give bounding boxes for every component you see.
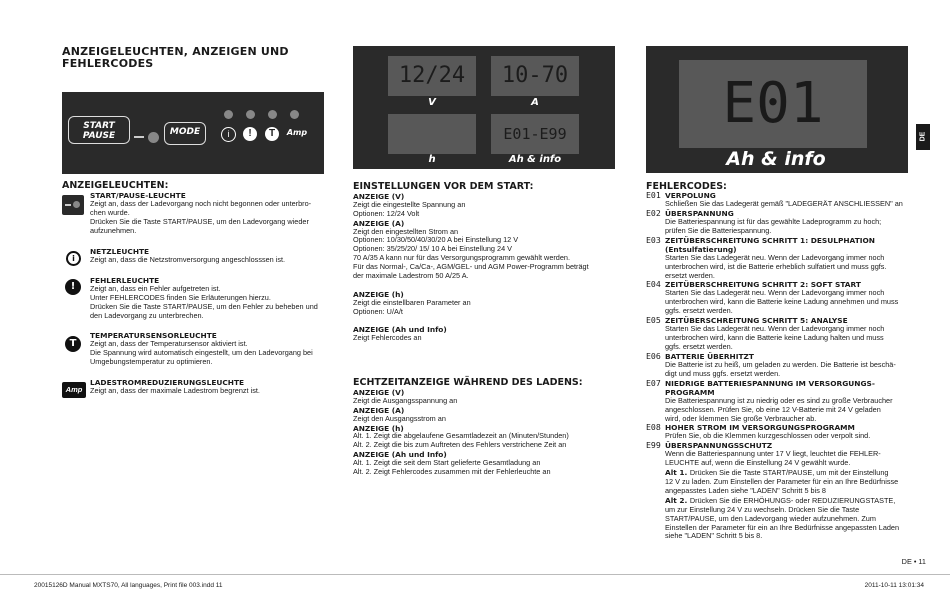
realtime-title: ECHTZEITANZEIGE WÄHREND DES LADENS: bbox=[353, 377, 583, 388]
text-line: Für das Normal-, Ca/Ca-, AGM/GEL- und AGM Power-Programm beträgt bbox=[353, 262, 589, 272]
error-code-entry bbox=[646, 423, 926, 441]
error-code-entry bbox=[646, 191, 926, 209]
error-code-text: Wenn die Batteriespannung unter 17 V liegt, leuchtet die FEHLER- LEUCHTE auf, wenn die Einstellung 24 V gewählt wurde. bbox=[665, 449, 881, 468]
error-code-title: BATTERIE ÜBERHITZT bbox=[665, 351, 754, 361]
text-line: der maximale Ladestrom 50 A/25 A. bbox=[353, 271, 469, 281]
error-code-text: Prüfen Sie, ob die Klemmen kurzgeschlossen oder verpolt sind. bbox=[665, 431, 871, 441]
text-line: Zeigt die Ausgangsspannung an bbox=[353, 395, 458, 405]
lcd-error-code: E01 bbox=[679, 60, 867, 148]
mains-power-icon: i bbox=[66, 251, 81, 266]
text-line: Zeigt die eingestellte Spannung an bbox=[353, 199, 466, 209]
temperature-sensor-icon: T bbox=[65, 336, 81, 352]
error-code-entry bbox=[646, 379, 926, 424]
alternative-paragraph bbox=[665, 468, 926, 496]
led-2 bbox=[246, 110, 255, 119]
text-line: Zeigt den eingestellten Strom an bbox=[353, 226, 459, 236]
text-line: Optionen: 12/24 Volt bbox=[353, 208, 420, 218]
amp-icon: Amp bbox=[62, 382, 86, 398]
page-heading: ANZEIGELEUCHTEN, ANZEIGEN UND FEHLERCODES bbox=[62, 45, 289, 70]
alternative-text: Drücken Sie die Taste START/PAUSE, um mit der Einstellung 12 V zu laden. Zum Einstellen der Parameter für ein an Ihre Bedürfnisse angepasstes Laden siehe "LADEN" Schritt 5 bis 8 bbox=[665, 468, 899, 495]
subheading: ANZEIGE (A) bbox=[353, 218, 405, 228]
text-line: Alt. 1. Zeigt die seit dem Start gelieferte Gesamtladung an bbox=[353, 458, 541, 468]
start-pause-button: START PAUSE bbox=[68, 116, 130, 144]
error-icon: ! bbox=[65, 279, 81, 295]
error-code: E04 bbox=[646, 279, 661, 290]
label-v: V bbox=[428, 97, 436, 108]
subheading: ANZEIGE (A) bbox=[353, 405, 405, 415]
error-display-illustration bbox=[646, 46, 908, 173]
error-alert-icon: ! bbox=[243, 127, 257, 141]
text-line: Optionen: 10/30/50/40/30/20 A bei Einstellung 12 V bbox=[353, 235, 519, 245]
item-text-ladestrom: Zeigt an, dass der maximale Ladestrom begrenzt ist. bbox=[90, 386, 260, 395]
error-codes-title: FEHLERCODES: bbox=[646, 181, 727, 192]
error-code-title: ZEITÜBERSCHREITUNG SCHRITT 2: SOFT START bbox=[665, 280, 861, 290]
item-title-temperatur: TEMPERATURSENSORLEUCHTE bbox=[90, 331, 217, 340]
start-pause-led-icon bbox=[62, 195, 84, 215]
error-code: E99 bbox=[646, 440, 661, 451]
label-ah-info: Ah & info bbox=[508, 154, 562, 165]
footer-file-info: 20015126D Manual MXTS70, All languages, Print file 003.indd 11 bbox=[34, 582, 223, 589]
settings-title: EINSTELLUNGEN VOR DEM START: bbox=[353, 181, 534, 192]
subheading: ANZEIGE (V) bbox=[353, 192, 405, 201]
text-line: Zeigt die einstellbaren Parameter an bbox=[353, 297, 471, 307]
led-3 bbox=[268, 110, 277, 119]
lcd-ah-info-label: Ah & info bbox=[726, 148, 826, 170]
item-text-start-pause: Zeigt an, dass der Ladevorgang noch nicht begonnen oder unterbro- chen wurde. Drücken Sie die Taste START/PAUSE, um den Ladevorgang wieder aufzunehmen. bbox=[90, 199, 312, 235]
text-line: Alt. 1. Zeigt die abgelaufene Gesamtladezeit an (Minuten/Stunden) bbox=[353, 431, 569, 441]
error-code-text: Die Batteriespannung ist zu niedrig oder es sind zu große Verbraucher angeschlossen. Prüfen Sie, ob eine 12 V-Batterie mit 24 V geladen wird, oder klemmen Sie große Verbraucher ab. bbox=[665, 395, 893, 423]
display-panel-illustration bbox=[353, 46, 615, 169]
error-code-title: VERPOLUNG bbox=[665, 191, 716, 200]
temperature-icon: T bbox=[265, 127, 279, 141]
power-info-icon: i bbox=[221, 127, 236, 142]
footer-rule bbox=[0, 574, 950, 575]
text-line: Optionen: 35/25/20/ 15/ 10 A bei Einstellung 24 V bbox=[353, 244, 513, 254]
error-code-title: ZEITÜBERSCHREITUNG SCHRITT 1: DESULPHATION (Entsulfatierung) bbox=[665, 235, 875, 254]
error-code: E03 bbox=[646, 234, 661, 245]
error-code-text: Starten Sie das Ladegerät neu. Wenn der Ladevorgang immer noch unterbrochen wird, ist die Batterie erheblich sulfatiert und muss ggfs. ersetzt werden. bbox=[665, 252, 887, 280]
led-1 bbox=[224, 110, 233, 119]
start-led-dash bbox=[134, 136, 144, 138]
subheading: ANZEIGE (Ah und Info) bbox=[353, 325, 447, 335]
amp-label: Amp bbox=[286, 128, 308, 137]
alternative-paragraph bbox=[665, 496, 926, 542]
control-panel-illustration bbox=[62, 92, 324, 174]
text-line: 70 A/35 A kann nur für das Versorgungsprogramm gewählt werden. bbox=[353, 253, 571, 263]
text-line: Optionen: U/A/t bbox=[353, 306, 403, 316]
error-code: E05 bbox=[646, 315, 661, 326]
text-line bbox=[353, 281, 615, 290]
error-code: E01 bbox=[646, 190, 661, 200]
mode-button: MODE bbox=[164, 122, 206, 145]
error-code-text: Die Batterie ist zu heiß, um geladen zu werden. Die Batterie ist beschä- digt und muss ggfs. ersetzt werden. bbox=[665, 359, 896, 378]
label-a: A bbox=[531, 97, 539, 108]
error-code-title: ZEITÜBERSCHREITUNG SCHRITT 5: ANALYSE bbox=[665, 316, 848, 326]
item-text-fehler: Zeigt an, dass ein Fehler aufgetreten ist. Unter FEHLERCODES finden Sie Erläuterungen hierzu. Drücken Sie die Taste START/PAUSE, um den Fehler zu beheben und den Ladevorgang zu unterbrechen. bbox=[90, 284, 318, 320]
alternative-text: Drücken Sie die ERHÖHUNGS- oder REDUZIERUNGSTASTE, um zur Einstellung 24 V zu wechseln. Drücken Sie die Taste START/PAUSE, um den Ladevorgang wieder aufzunehmen. Zum Einstellen der Parameter für ein an Ihre Bedürfnisse angepassten Laden siehe "LADEN" Schritt 5 bis 8. bbox=[665, 495, 900, 541]
subheading: ANZEIGE (V) bbox=[353, 388, 405, 397]
error-code-entry bbox=[646, 352, 926, 379]
error-code: E02 bbox=[646, 207, 661, 218]
item-title-fehler: FEHLERLEUCHTE bbox=[90, 276, 160, 285]
lcd-ah-info: E01-E99 bbox=[491, 114, 579, 154]
item-title-start-pause: START/PAUSE-LEUCHTE bbox=[90, 191, 186, 200]
text-line: Alt. 2. Zeigt die bis zum Auftreten des Fehlers verstrichene Zeit an bbox=[353, 440, 567, 450]
error-code: E07 bbox=[646, 377, 661, 388]
item-title-ladestrom: LADESTROMREDUZIERUNGSLEUCHTE bbox=[90, 378, 245, 387]
error-code-text: Die Batteriespannung ist für das gewählte Ladeprogramm zu hoch; prüfen Sie die Batteriespannung. bbox=[665, 216, 882, 235]
text-line: Zeigt Fehlercodes an bbox=[353, 333, 422, 343]
subheading: ANZEIGE (h) bbox=[353, 289, 404, 299]
error-code-title: ÜBERSPANNUNGSSCHUTZ bbox=[665, 441, 773, 451]
alternative-label: Alt 2. bbox=[665, 495, 690, 505]
text-line: Alt. 2. Zeigt Fehlercodes zusammen mit der Fehlerleuchte an bbox=[353, 467, 551, 477]
error-code-title: NIEDRIGE BATTERIESPANNUNG IM VERSORGUNGS- PROGRAMM bbox=[665, 378, 875, 397]
footer-timestamp: 2011-10-11 13:01:34 bbox=[864, 582, 924, 589]
error-code-text: Starten Sie das Ladegerät neu. Wenn der Ladevorgang immer noch unterbrochen wird, kann die Batterie keine Ladung annehmen und muss ggfs. ersetzt werden. bbox=[665, 288, 899, 316]
language-tab: DE bbox=[916, 124, 930, 150]
error-code-text: Starten Sie das Ladegerät neu. Wenn der Ladevorgang immer noch unterbrochen wird, kann die Batterie keine Ladung halten und muss ggfs. ersetzt werden. bbox=[665, 324, 885, 351]
label-h: h bbox=[428, 154, 436, 165]
item-title-netz: NETZLEUCHTE bbox=[90, 247, 150, 256]
error-code-entry bbox=[646, 280, 926, 316]
error-code-title: ÜBERSPANNUNG bbox=[665, 208, 734, 218]
error-codes-list bbox=[646, 191, 926, 541]
led-4 bbox=[290, 110, 299, 119]
error-code: E08 bbox=[646, 422, 661, 433]
lcd-current: 10-70 bbox=[491, 56, 579, 96]
error-code-entry bbox=[646, 316, 926, 352]
error-code: E06 bbox=[646, 350, 661, 361]
start-led bbox=[148, 132, 159, 143]
indicator-section-title: ANZEIGELEUCHTEN: bbox=[62, 180, 169, 191]
error-code-entry bbox=[646, 441, 926, 468]
error-code-text: Schließen Sie das Ladegerät gemäß "LADEGERÄT ANSCHLIESSEN" an bbox=[665, 199, 903, 208]
subheading: ANZEIGE (Ah und Info) bbox=[353, 450, 447, 460]
text-line bbox=[353, 316, 615, 325]
subheading: ANZEIGE (h) bbox=[353, 423, 404, 433]
page-number: DE • 11 bbox=[901, 557, 926, 566]
item-text-temperatur: Zeigt an, dass der Temperatursensor aktiviert ist. Die Spannung wird automatisch eingestellt, um den Ladevorgang bei Umgebungstemperatur zu optimieren. bbox=[90, 339, 313, 366]
error-code-title: HOHER STROM IM VERSORGUNGSPROGRAMM bbox=[665, 423, 855, 433]
realtime-text bbox=[353, 388, 615, 477]
error-code-entry bbox=[646, 209, 926, 236]
alternative-label: Alt 1. bbox=[665, 468, 690, 478]
text-line: Zeigt den Ausgangsstrom an bbox=[353, 413, 446, 423]
lcd-voltage: 12/24 bbox=[388, 56, 476, 96]
settings-text bbox=[353, 192, 615, 343]
error-code-entry bbox=[646, 236, 926, 281]
lcd-hours bbox=[388, 114, 476, 154]
item-text-netz: Zeigt an, dass die Netzstromversorgung angeschlosssen ist. bbox=[90, 255, 286, 264]
